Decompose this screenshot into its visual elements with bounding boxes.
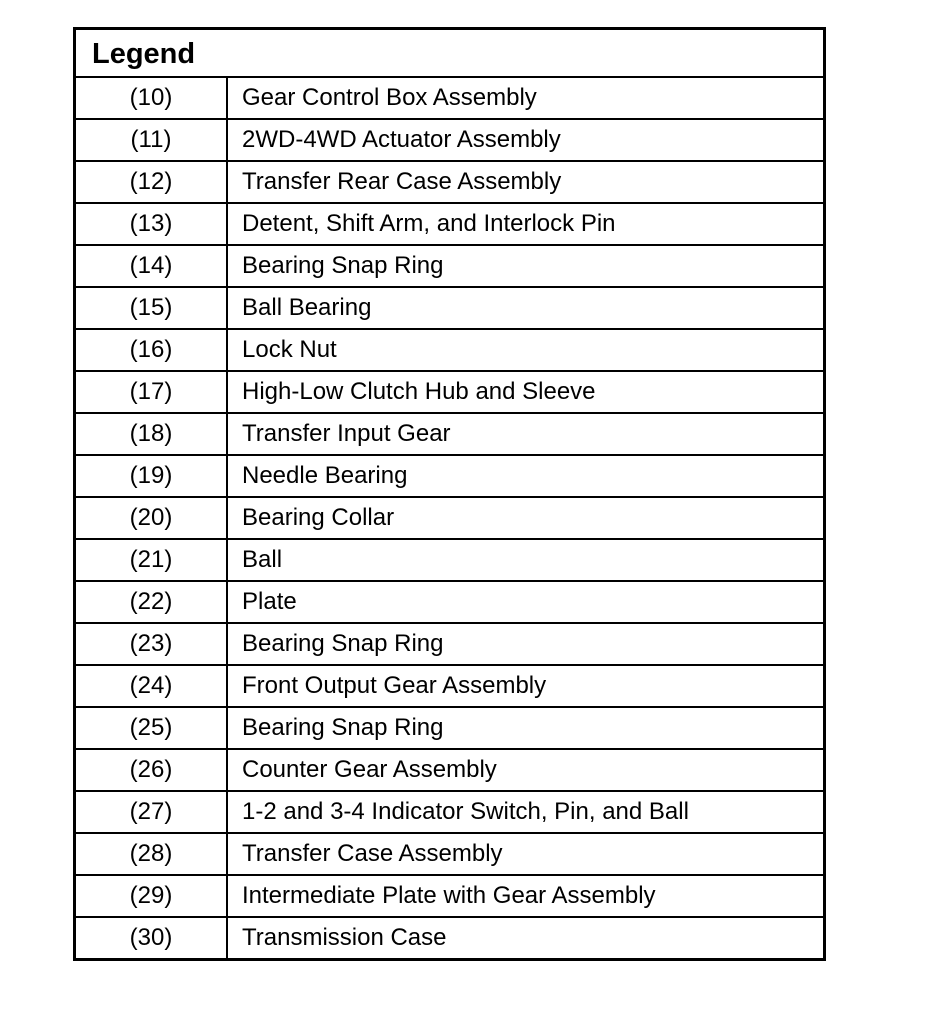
legend-item-number: (17) [76, 372, 228, 412]
legend-item-number: (10) [76, 78, 228, 118]
legend-item-description: 2WD-4WD Actuator Assembly [242, 126, 561, 153]
legend-row [76, 162, 823, 204]
legend-row [76, 78, 823, 120]
legend-item-number: (13) [76, 204, 228, 244]
legend-item-number: (15) [76, 288, 228, 328]
legend-row [76, 330, 823, 372]
legend-item-number: (19) [76, 456, 228, 496]
legend-row [76, 372, 823, 414]
legend-item-number: (21) [76, 540, 228, 580]
legend-item-description: Front Output Gear Assembly [242, 672, 547, 699]
legend-item-description: Transfer Case Assembly [242, 840, 503, 867]
legend-row [76, 792, 823, 834]
legend-item-number: (23) [76, 624, 228, 664]
legend-item-number: (16) [76, 330, 228, 370]
legend-item-description: Transmission Case [242, 924, 447, 951]
legend-item-description: Plate [242, 588, 297, 615]
legend-row [76, 204, 823, 246]
legend-row [76, 666, 823, 708]
legend-item-number: (12) [76, 162, 228, 202]
legend-row [76, 624, 823, 666]
legend-row [76, 120, 823, 162]
legend-row [76, 540, 823, 582]
legend-item-number: (28) [76, 834, 228, 874]
legend-row [76, 498, 823, 540]
legend-item-description: Bearing Snap Ring [242, 714, 444, 741]
legend-row [76, 582, 823, 624]
legend-item-number: (26) [76, 750, 228, 790]
legend-table [73, 27, 826, 961]
legend-title: Legend [76, 30, 823, 78]
legend-item-number: (25) [76, 708, 228, 748]
legend-item-description: Transfer Input Gear [242, 420, 451, 447]
legend-item-number: (20) [76, 498, 228, 538]
legend-item-description: Ball [242, 546, 283, 573]
legend-row [76, 876, 823, 918]
legend-item-number: (18) [76, 414, 228, 454]
legend-row [76, 750, 823, 792]
legend-row [76, 414, 823, 456]
legend-row [76, 246, 823, 288]
legend-row [76, 456, 823, 498]
legend-item-description: Counter Gear Assembly [242, 756, 497, 783]
legend-item-number: (11) [76, 120, 228, 160]
legend-item-description: Bearing Collar [242, 504, 395, 531]
legend-item-number: (27) [76, 792, 228, 832]
legend-item-description: Detent, Shift Arm, and Interlock Pin [242, 210, 616, 237]
legend-row [76, 708, 823, 750]
legend-item-description: Lock Nut [242, 336, 337, 363]
legend-item-description: Bearing Snap Ring [242, 252, 444, 279]
legend-row [76, 834, 823, 876]
legend-item-description: Gear Control Box Assembly [242, 84, 537, 111]
legend-row [76, 288, 823, 330]
legend-item-description: Transfer Rear Case Assembly [242, 168, 562, 195]
legend-row [76, 918, 823, 958]
legend-item-number: (24) [76, 666, 228, 706]
legend-item-description: 1-2 and 3-4 Indicator Switch, Pin, and Ball [242, 798, 689, 825]
legend-rows [76, 78, 823, 958]
legend-item-number: (30) [76, 918, 228, 958]
legend-item-description: Needle Bearing [242, 462, 408, 489]
legend-item-description: Ball Bearing [242, 294, 372, 321]
legend-item-description: Intermediate Plate with Gear Assembly [242, 882, 656, 909]
legend-item-number: (14) [76, 246, 228, 286]
legend-item-number: (22) [76, 582, 228, 622]
legend-item-number: (29) [76, 876, 228, 916]
legend-item-description: High-Low Clutch Hub and Sleeve [242, 378, 596, 405]
legend-item-description: Bearing Snap Ring [242, 630, 444, 657]
